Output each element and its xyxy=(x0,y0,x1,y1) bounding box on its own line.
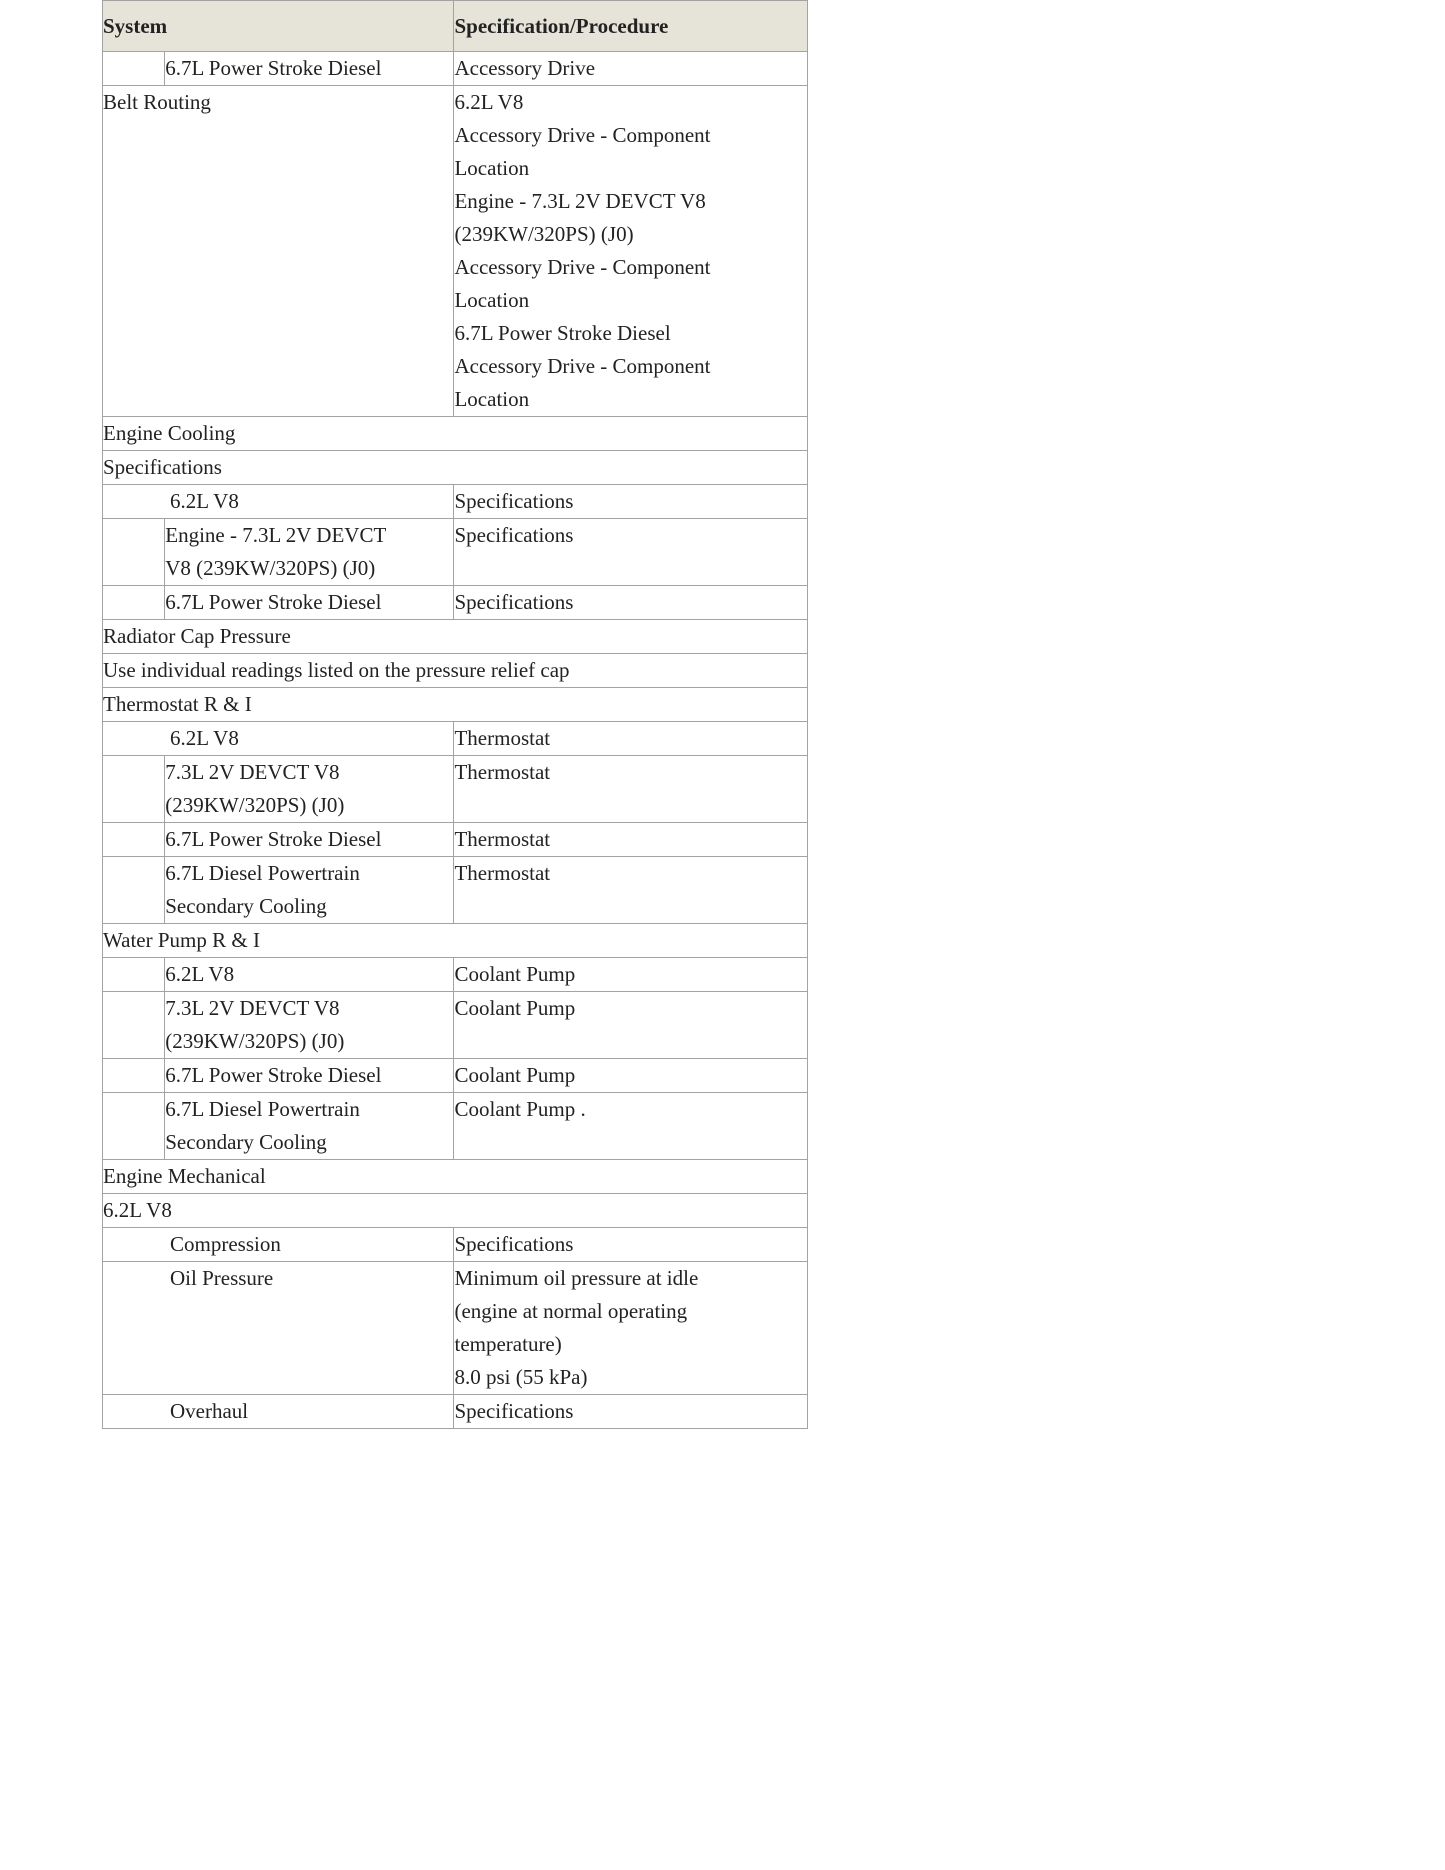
column-header-system: System xyxy=(103,1,454,52)
system-line: V8 (239KW/320PS) (J0) xyxy=(165,556,376,580)
table-row xyxy=(103,1395,808,1429)
spec-line: Location xyxy=(454,387,530,411)
table-row xyxy=(103,52,808,86)
spec-line: (239KW/320PS) (J0) xyxy=(454,222,634,246)
section-row xyxy=(103,620,808,654)
spec-line: 6.2L V8 xyxy=(454,90,524,114)
section-row xyxy=(103,654,808,688)
system-cell: 6.7L Power Stroke Diesel xyxy=(165,52,454,86)
system-cell xyxy=(165,857,454,924)
system-cell: 6.2L V8 xyxy=(103,485,454,519)
table-row xyxy=(103,586,808,620)
system-cell: Compression xyxy=(103,1228,454,1262)
system-cell: 6.7L Power Stroke Diesel xyxy=(165,1059,454,1093)
spec-cell: Coolant Pump xyxy=(454,992,808,1059)
section-heading: Engine Mechanical xyxy=(103,1160,808,1194)
system-line: (239KW/320PS) (J0) xyxy=(165,1029,345,1053)
table-row xyxy=(103,958,808,992)
indent-cell xyxy=(103,52,165,86)
indent-cell xyxy=(103,1093,165,1160)
indent-cell xyxy=(103,756,165,823)
system-cell: 6.7L Power Stroke Diesel xyxy=(165,823,454,857)
spec-cell: Thermostat xyxy=(454,857,808,924)
section-row xyxy=(103,451,808,485)
table-row xyxy=(103,519,808,586)
system-line: 7.3L 2V DEVCT V8 xyxy=(165,996,340,1020)
section-heading: Engine Cooling xyxy=(103,417,808,451)
indent-cell xyxy=(103,586,165,620)
system-line: Engine - 7.3L 2V DEVCT xyxy=(165,523,387,547)
section-row xyxy=(103,417,808,451)
system-line: Secondary Cooling xyxy=(165,1130,327,1154)
system-cell xyxy=(165,519,454,586)
system-cell xyxy=(165,992,454,1059)
specification-table xyxy=(102,0,808,1429)
indent-cell xyxy=(103,823,165,857)
spec-cell: Specifications xyxy=(454,519,808,586)
indent-cell xyxy=(103,1059,165,1093)
system-cell: 6.2L V8 xyxy=(103,722,454,756)
section-heading: Radiator Cap Pressure xyxy=(103,620,808,654)
spec-line: Engine - 7.3L 2V DEVCT V8 xyxy=(454,189,706,213)
system-line: Secondary Cooling xyxy=(165,894,327,918)
system-cell: Oil Pressure xyxy=(103,1262,454,1395)
spec-line: Accessory Drive - Component xyxy=(454,255,711,279)
system-cell: 6.7L Power Stroke Diesel xyxy=(165,586,454,620)
table-row xyxy=(103,1262,808,1395)
table-row xyxy=(103,823,808,857)
system-cell: Belt Routing xyxy=(103,86,454,417)
spec-line: temperature) xyxy=(454,1332,562,1356)
spec-line: Location xyxy=(454,288,530,312)
spec-cell xyxy=(454,86,808,417)
spec-cell: Specifications xyxy=(454,1395,808,1429)
spec-cell: Coolant Pump . xyxy=(454,1093,808,1160)
system-line: 7.3L 2V DEVCT V8 xyxy=(165,760,340,784)
section-subheading: 6.2L V8 xyxy=(103,1194,808,1228)
table-row xyxy=(103,1059,808,1093)
spec-cell: Thermostat xyxy=(454,823,808,857)
spec-cell: Specifications xyxy=(454,586,808,620)
spec-cell xyxy=(454,1262,808,1395)
system-line: 6.7L Diesel Powertrain xyxy=(165,1097,360,1121)
table-row xyxy=(103,857,808,924)
spec-cell: Specifications xyxy=(454,485,808,519)
system-line: (239KW/320PS) (J0) xyxy=(165,793,345,817)
section-subheading: Water Pump R & I xyxy=(103,924,808,958)
table-row xyxy=(103,1228,808,1262)
section-row xyxy=(103,1160,808,1194)
indent-cell xyxy=(103,857,165,924)
table-row xyxy=(103,992,808,1059)
section-row xyxy=(103,924,808,958)
spec-line: 6.7L Power Stroke Diesel xyxy=(454,321,671,345)
spec-line: Minimum oil pressure at idle xyxy=(454,1266,699,1290)
column-header-specification: Specification/Procedure xyxy=(454,1,808,52)
indent-cell xyxy=(103,519,165,586)
spec-line: Accessory Drive - Component xyxy=(454,354,711,378)
system-cell xyxy=(165,1093,454,1160)
table-row xyxy=(103,722,808,756)
spec-line: (engine at normal operating xyxy=(454,1299,688,1323)
indent-cell xyxy=(103,992,165,1059)
section-row xyxy=(103,688,808,722)
spec-cell: Accessory Drive xyxy=(454,52,808,86)
spec-cell: Specifications xyxy=(454,1228,808,1262)
spec-line: 8.0 psi (55 kPa) xyxy=(454,1365,588,1389)
system-cell: Overhaul xyxy=(103,1395,454,1429)
system-cell: 6.2L V8 xyxy=(165,958,454,992)
table-row xyxy=(103,756,808,823)
spec-line: Accessory Drive - Component xyxy=(454,123,711,147)
table-row xyxy=(103,86,808,417)
table-row xyxy=(103,485,808,519)
spec-cell: Thermostat xyxy=(454,756,808,823)
table-header-row xyxy=(103,1,808,52)
spec-cell: Coolant Pump xyxy=(454,1059,808,1093)
spec-cell: Thermostat xyxy=(454,722,808,756)
system-line: 6.7L Diesel Powertrain xyxy=(165,861,360,885)
table-row xyxy=(103,1093,808,1160)
section-row xyxy=(103,1194,808,1228)
section-subheading: Specifications xyxy=(103,451,808,485)
system-cell xyxy=(165,756,454,823)
spec-line: Location xyxy=(454,156,530,180)
indent-cell xyxy=(103,958,165,992)
section-subheading: Thermostat R & I xyxy=(103,688,808,722)
spec-cell: Coolant Pump xyxy=(454,958,808,992)
section-note: Use individual readings listed on the pressure relief cap xyxy=(103,654,808,688)
